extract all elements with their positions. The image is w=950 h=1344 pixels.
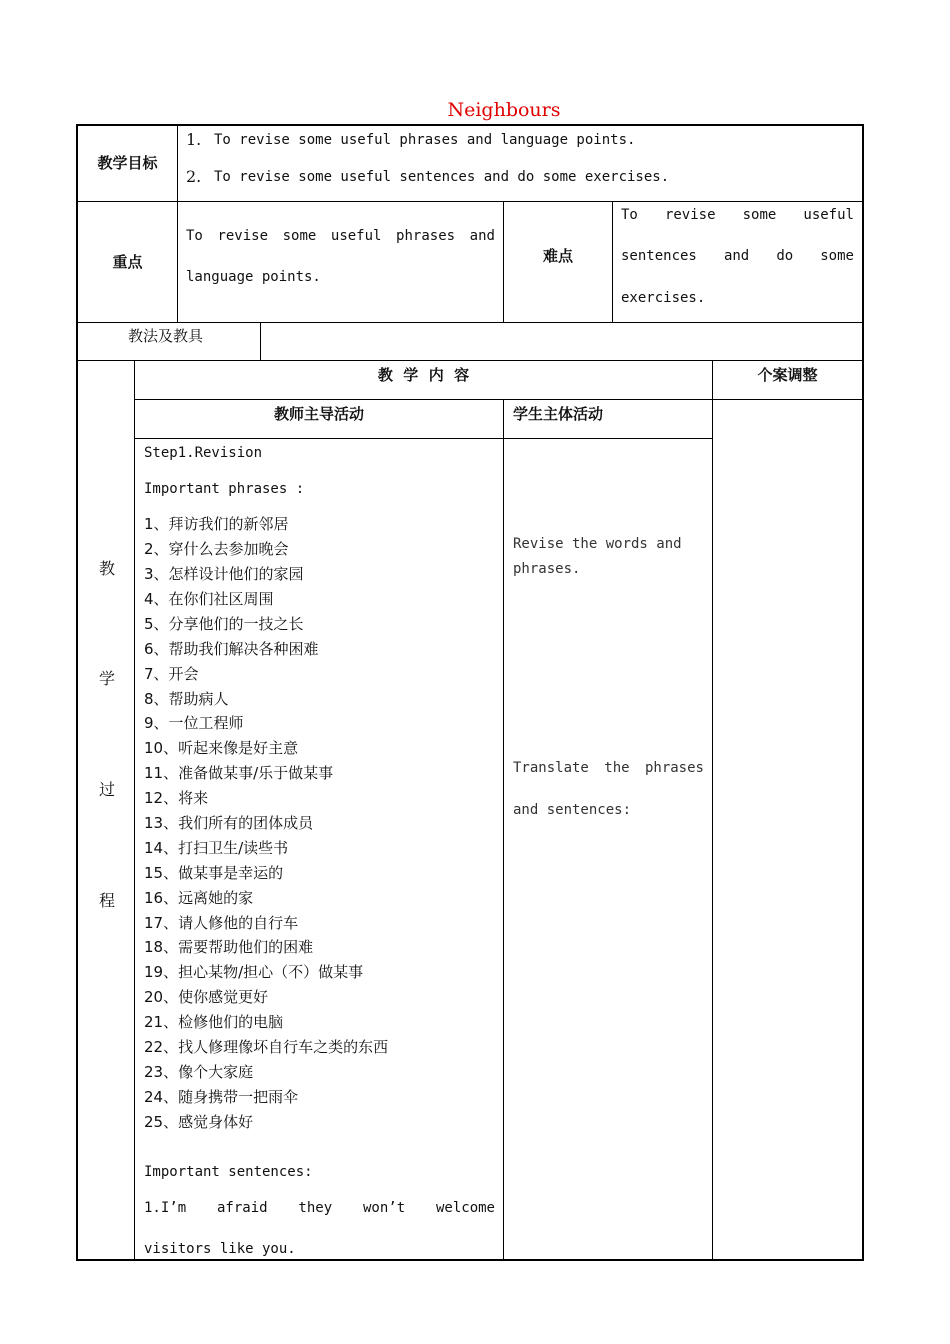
content-header: 教 学 内 容 — [377, 366, 470, 384]
list-item: 19、担心某物/担心（不）做某事 — [144, 963, 364, 981]
page-title: Neighbours — [447, 99, 561, 121]
list-item: 23、像个大家庭 — [144, 1063, 254, 1081]
objective-1-text: To revise some useful phrases and language points. — [214, 132, 636, 148]
word: won’t — [362, 1200, 406, 1216]
word: useful — [803, 207, 854, 223]
list-item: 15、做某事是幸运的 — [144, 864, 284, 882]
list-item: 17、请人修他的自行车 — [144, 914, 299, 932]
list-item: 2、穿什么去参加晚会 — [144, 540, 289, 558]
difficult-points-line1 — [621, 206, 854, 224]
list-item: 25、感觉身体好 — [144, 1113, 254, 1131]
list-item: 22、找人修理像坏自行车之类的东西 — [144, 1038, 389, 1056]
sentence-1-line1 — [144, 1199, 495, 1217]
phrases-heading: Important phrases : — [144, 481, 305, 497]
word: 1.I’m — [144, 1200, 187, 1216]
word: revise — [664, 207, 716, 223]
list-item: 1、拜访我们的新邻居 — [144, 515, 289, 533]
adjust-header: 个案调整 — [757, 366, 818, 384]
list-item: 5、分享他们的一技之长 — [144, 615, 304, 633]
process-label-char-2: 学 — [98, 669, 115, 688]
list-item: 7、开会 — [144, 665, 199, 683]
student-activity-1-line2: phrases. — [513, 561, 581, 577]
process-label-char-1: 教 — [98, 559, 115, 578]
key-points-line1 — [186, 227, 495, 245]
list-item: 14、打扫卫生/读些书 — [144, 839, 289, 857]
objective-2-number: 2. — [186, 167, 202, 186]
student-activity-1-line1: Revise the words and — [513, 536, 682, 552]
word: they — [298, 1200, 333, 1216]
list-item: 16、远离她的家 — [144, 889, 254, 907]
word: To — [621, 207, 638, 223]
step-title: Step1.Revision — [144, 445, 263, 461]
word: sentences — [621, 248, 697, 264]
list-item: 8、帮助病人 — [144, 690, 229, 708]
list-item: 6、帮助我们解决各种困难 — [144, 640, 319, 658]
list-item: 24、随身携带一把雨伞 — [144, 1088, 299, 1106]
word: welcome — [435, 1200, 495, 1216]
objective-2-text: To revise some useful sentences and do some exercises. — [214, 169, 670, 185]
word: some — [742, 207, 777, 223]
list-item: 18、需要帮助他们的困难 — [144, 938, 314, 956]
methods-label: 教法及教具 — [128, 327, 204, 345]
difficult-points-line2 — [621, 247, 854, 265]
word: do — [776, 248, 794, 264]
list-item: 4、在你们社区周围 — [144, 590, 274, 608]
sentences-heading: Important sentences: — [144, 1164, 313, 1180]
list-item: 12、将来 — [144, 789, 209, 807]
list-item: 3、怎样设计他们的家园 — [144, 565, 304, 583]
process-label-char-3: 过 — [98, 780, 115, 799]
word: and — [469, 228, 495, 244]
objectives-label: 教学目标 — [97, 154, 158, 172]
process-label-char-4: 程 — [98, 891, 115, 910]
objective-1-number: 1. — [186, 130, 202, 149]
word: some — [282, 228, 317, 244]
list-item: 11、准备做某事/乐于做某事 — [144, 764, 334, 782]
word: and — [723, 248, 750, 264]
word: Translate — [513, 760, 589, 776]
list-item: 13、我们所有的团体成员 — [144, 814, 314, 832]
difficult-points-line3: exercises. — [621, 290, 706, 306]
word: useful — [330, 228, 382, 244]
list-item: 10、听起来像是好主意 — [144, 739, 299, 757]
word: phrases — [396, 228, 456, 244]
list-item: 21、检修他们的电脑 — [144, 1013, 284, 1031]
word: the — [604, 760, 630, 776]
student-header: 学生主体活动 — [513, 405, 604, 423]
key-points-line2: language points. — [186, 269, 321, 285]
word: revise — [217, 228, 269, 244]
key-points-label: 重点 — [112, 253, 143, 271]
sentence-1-line2: visitors like you. — [144, 1241, 296, 1257]
student-activity-2-line1 — [513, 759, 704, 777]
word: phrases — [644, 760, 704, 776]
difficult-points-label: 难点 — [542, 247, 573, 265]
list-item: 9、一位工程师 — [144, 714, 244, 732]
word: some — [820, 248, 854, 264]
word: afraid — [217, 1200, 268, 1216]
teacher-header: 教师主导活动 — [273, 405, 364, 423]
list-item: 20、使你感觉更好 — [144, 988, 269, 1006]
student-activity-2-line2: and sentences: — [513, 802, 632, 818]
word: To — [186, 228, 203, 244]
